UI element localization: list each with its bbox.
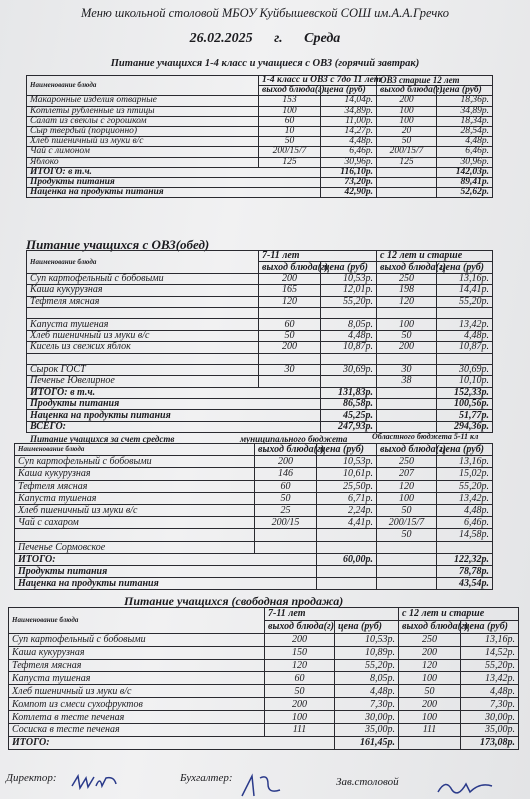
- total-label: ИТОГО:: [15, 553, 317, 565]
- portion-weight: 120: [265, 659, 335, 672]
- table-row: [27, 376, 493, 387]
- col-out-header: выход блюда(г): [377, 86, 437, 96]
- portion-weight: 200/15/7: [377, 147, 437, 157]
- dish-price: 10,61р.: [317, 468, 377, 480]
- portion-weight: 60: [259, 116, 321, 126]
- total-row: [15, 565, 493, 577]
- dish-price: 6,46р.: [321, 147, 377, 157]
- portion-weight: 120: [399, 659, 461, 672]
- blank-cell: [377, 578, 437, 590]
- col-out-header: выход блюда(г): [255, 444, 317, 456]
- total-label: Наценка на продукты питания: [15, 578, 317, 590]
- dish-name: Хлеб пшеничный из муки в/с: [15, 504, 255, 516]
- dish-price: 4,48р.: [321, 137, 377, 147]
- dish-name: Котлеты рубленные из птицы: [27, 106, 259, 116]
- total-price: 116,10р.: [321, 167, 377, 177]
- col-name-header: Наименование блюда: [9, 608, 265, 634]
- col-out-header: выход блюда(г): [265, 620, 335, 633]
- portion-weight: 100: [377, 116, 437, 126]
- col-out-header: выход блюда(г): [259, 262, 321, 273]
- dish-price: 30,96р.: [321, 157, 377, 167]
- dish-price: 25,50р.: [317, 480, 377, 492]
- portion-weight: 38: [377, 376, 437, 387]
- dish-price: 55,20р.: [461, 659, 519, 672]
- total-price: 131,83р.: [321, 387, 377, 398]
- total-price: 60,00р.: [317, 553, 377, 565]
- col-price-header: цена (руб): [461, 620, 519, 633]
- portion-weight: 120: [377, 296, 437, 307]
- dish-name: Макаронные изделия отварные: [27, 96, 259, 106]
- sale-section-title: Питание учащихся (свободная продажа): [124, 594, 344, 608]
- blank-cell: [377, 399, 437, 410]
- dish-price: 15,02р.: [437, 468, 493, 480]
- table-row: [27, 285, 493, 296]
- total-price: 42,90р.: [321, 188, 377, 198]
- dish-price: 10,87р.: [321, 342, 377, 353]
- total-label: ИТОГО:: [9, 736, 335, 749]
- table-row: [15, 480, 493, 492]
- portion-weight: 100: [377, 319, 437, 330]
- dish-price: 13,42р.: [437, 492, 493, 504]
- table-row: [27, 157, 493, 167]
- blank-cell: [377, 188, 437, 198]
- director-label: Директор:: [6, 772, 57, 784]
- blank-cell: [377, 553, 437, 565]
- dish-price: 13,42р.: [437, 319, 493, 330]
- portion-weight: 250: [377, 273, 437, 284]
- dish-price: 6,46р.: [437, 517, 493, 529]
- portion-weight: 153: [259, 96, 321, 106]
- portion-weight: 50: [377, 529, 437, 541]
- portion-weight: 60: [255, 480, 317, 492]
- portion-weight: 200: [259, 273, 321, 284]
- dish-price: 4,48р.: [321, 330, 377, 341]
- dish-name: Яблоко: [27, 157, 259, 167]
- portion-weight: 200: [377, 342, 437, 353]
- col-price-header: цена (руб): [437, 86, 493, 96]
- table-row: [15, 504, 493, 516]
- portion-weight: 200: [259, 342, 321, 353]
- portion-weight: 200/15/7: [259, 147, 321, 157]
- table-row: [27, 364, 493, 375]
- dish-price: 35,00р.: [461, 724, 519, 737]
- dish-price: [317, 541, 377, 553]
- dish-name: Сосиска в тесте печеная: [9, 724, 265, 737]
- portion-weight: 50: [259, 137, 321, 147]
- accountant-signature: [238, 772, 288, 798]
- dish-price: 10,53р.: [321, 273, 377, 284]
- portion-weight: 60: [259, 319, 321, 330]
- group-b-header: с 12 лет и старше: [399, 608, 519, 621]
- total-price: 43,54р.: [437, 578, 493, 590]
- total-row: [15, 578, 493, 590]
- portion-weight: 100: [399, 672, 461, 685]
- dish-name: Суп картофельный с бобовыми: [9, 633, 265, 646]
- portion-weight: 165: [259, 285, 321, 296]
- portion-weight: 146: [255, 468, 317, 480]
- menu-date: 26.02.2025 г.: [189, 31, 283, 46]
- col-name-header: Наименование блюда: [27, 76, 259, 96]
- dish-price: 10,10р.: [437, 376, 493, 387]
- portion-weight: 120: [377, 480, 437, 492]
- director-signature: [70, 772, 120, 794]
- dish-price: 12,01р.: [321, 285, 377, 296]
- total-price: 152,33р.: [437, 387, 493, 398]
- dish-price: 11,00р.: [321, 116, 377, 126]
- dish-price: 30,69р.: [437, 364, 493, 375]
- portion-weight: [259, 307, 321, 318]
- portion-weight: 10: [259, 126, 321, 136]
- group-a-header: 1-4 класс и ОВЗ с 7до 11 лет: [259, 76, 377, 86]
- portion-weight: 30: [377, 364, 437, 375]
- col-price-header: цена (руб): [321, 86, 377, 96]
- blank-cell: [377, 387, 437, 398]
- dish-price: [321, 353, 377, 364]
- portion-weight: 200: [255, 456, 317, 468]
- total-row: [27, 188, 493, 198]
- dish-price: 4,41р.: [317, 517, 377, 529]
- col-price-header: цена (руб): [321, 262, 377, 273]
- total-price: 122,32р.: [437, 553, 493, 565]
- dish-price: 4,48р.: [437, 504, 493, 516]
- portion-weight: 100: [265, 711, 335, 724]
- dish-price: 14,52р.: [461, 646, 519, 659]
- table-row: [15, 492, 493, 504]
- dish-price: 13,16р.: [461, 633, 519, 646]
- dish-price: 13,42р.: [461, 672, 519, 685]
- dish-name: [15, 529, 255, 541]
- portion-weight: [255, 541, 317, 553]
- table-row: [9, 672, 519, 685]
- table-row: [27, 353, 493, 364]
- dish-name: [27, 307, 259, 318]
- table-row: [15, 468, 493, 480]
- dish-price: [437, 541, 493, 553]
- portion-weight: 100: [259, 106, 321, 116]
- dish-price: 14,04р.: [321, 96, 377, 106]
- portion-weight: 200: [399, 646, 461, 659]
- portion-weight: 120: [259, 296, 321, 307]
- dish-price: 55,20р.: [437, 296, 493, 307]
- portion-weight: 50: [399, 685, 461, 698]
- table-row: [15, 456, 493, 468]
- dish-price: 7,30р.: [335, 698, 399, 711]
- dish-name: Капуста тушеная: [27, 319, 259, 330]
- portion-weight: 111: [399, 724, 461, 737]
- col-name-header: Наименование блюда: [15, 444, 255, 456]
- portion-weight: 200/15/7: [377, 517, 437, 529]
- col-out-header: выход блюда(г): [259, 86, 321, 96]
- dish-price: 2,24р.: [317, 504, 377, 516]
- portion-weight: 200: [265, 698, 335, 711]
- dish-name: Компот из смеси сухофруктов: [9, 698, 265, 711]
- menu-weekday: Среда: [304, 31, 341, 46]
- dish-name: Каша кукурузная: [9, 646, 265, 659]
- table-row: [9, 646, 519, 659]
- manager-signature: [436, 776, 496, 798]
- dish-price: 55,20р.: [321, 296, 377, 307]
- portion-weight: 111: [265, 724, 335, 737]
- dish-price: 6,46р.: [437, 147, 493, 157]
- total-label: Наценка на продукты питания: [27, 188, 321, 198]
- total-price: 173,08р.: [461, 736, 519, 749]
- dish-price: 55,20р.: [437, 480, 493, 492]
- dish-name: Суп картофельный с бобовыми: [15, 456, 255, 468]
- dish-price: 10,89р.: [335, 646, 399, 659]
- table-row: [27, 342, 493, 353]
- table-row: [27, 296, 493, 307]
- total-price: 73,20р.: [321, 177, 377, 187]
- portion-weight: 25: [255, 504, 317, 516]
- breakfast-table: [26, 75, 493, 198]
- dish-price: [321, 376, 377, 387]
- portion-weight: 100: [377, 106, 437, 116]
- dish-name: Каша кукурузная: [27, 285, 259, 296]
- table-row: [27, 330, 493, 341]
- dish-price: 13,16р.: [437, 456, 493, 468]
- portion-weight: 250: [377, 456, 437, 468]
- budget-table: [14, 443, 493, 590]
- dish-name: Тефтеля мясная: [15, 480, 255, 492]
- portion-weight: [377, 353, 437, 364]
- dish-price: 13,16р.: [437, 273, 493, 284]
- dish-name: Капуста тушеная: [15, 492, 255, 504]
- table-row: [27, 273, 493, 284]
- portion-weight: [377, 307, 437, 318]
- dish-price: 34,89р.: [321, 106, 377, 116]
- total-label: ИТОГО: в т.ч.: [27, 387, 321, 398]
- total-price: 78,78р.: [437, 565, 493, 577]
- dish-price: 7,30р.: [461, 698, 519, 711]
- dish-price: 55,20р.: [335, 659, 399, 672]
- table-row: [27, 96, 493, 106]
- blank-cell: [377, 167, 437, 177]
- dish-name: Чай с сахаром: [15, 517, 255, 529]
- table-row: [9, 659, 519, 672]
- table-row: [27, 106, 493, 116]
- dish-price: 8,05р.: [321, 319, 377, 330]
- total-row: [27, 387, 493, 398]
- table-row: [27, 319, 493, 330]
- blank-cell: [377, 177, 437, 187]
- dish-name: Хлеб пшеничный из муки в/с: [27, 137, 259, 147]
- total-label: Продукты питания: [15, 565, 317, 577]
- school-title: Меню школьной столовой МБОУ Куйбышевской СОШ им.А.А.Гречко: [81, 6, 449, 20]
- dish-price: 34,89р.: [437, 106, 493, 116]
- col-price-header: цена (руб): [317, 444, 377, 456]
- total-price: [317, 565, 377, 577]
- dish-price: 10,87р.: [437, 342, 493, 353]
- total-label: Продукты питания: [27, 399, 321, 410]
- portion-weight: [377, 541, 437, 553]
- total-price: [317, 578, 377, 590]
- dish-price: 14,27р.: [321, 126, 377, 136]
- portion-weight: 250: [399, 633, 461, 646]
- table-row: [27, 137, 493, 147]
- dish-name: Тефтеля мясная: [9, 659, 265, 672]
- dish-price: 6,71р.: [317, 492, 377, 504]
- portion-weight: 207: [377, 468, 437, 480]
- portion-weight: 198: [377, 285, 437, 296]
- date-line: [0, 31, 530, 47]
- budget-title-a: Питание учащихся за счет средств: [30, 434, 175, 444]
- total-label: Наценка на продукты питания: [27, 410, 321, 421]
- breakfast-section-title: Питание учащихся 1-4 класс и учащиеся с ОВЗ (горячий завтрак): [110, 58, 420, 69]
- col-out-header: выход блюда(г): [377, 262, 437, 273]
- portion-weight: 20: [377, 126, 437, 136]
- dish-name: Сырок ГОСТ: [27, 364, 259, 375]
- dish-name: Печенье Сормовское: [15, 541, 255, 553]
- lunch-table: [26, 250, 493, 433]
- table-row: [27, 147, 493, 157]
- portion-weight: 50: [265, 685, 335, 698]
- total-row: [27, 167, 493, 177]
- col-price-header: цена (руб): [335, 620, 399, 633]
- dish-price: 14,58р.: [437, 529, 493, 541]
- accountant-label: Бухгалтер:: [180, 772, 233, 784]
- dish-name: Кисель из свежих яблок: [27, 342, 259, 353]
- dish-price: 28,54р.: [437, 126, 493, 136]
- dish-price: [321, 307, 377, 318]
- total-label: ВСЕГО:: [27, 421, 321, 432]
- total-price: 51,77р.: [437, 410, 493, 421]
- dish-price: 18,36р.: [437, 96, 493, 106]
- total-price: 142,03р.: [437, 167, 493, 177]
- total-price: 52,62р.: [437, 188, 493, 198]
- portion-weight: 100: [399, 711, 461, 724]
- dish-name: Капуста тушеная: [9, 672, 265, 685]
- portion-weight: 150: [265, 646, 335, 659]
- dish-price: 10,53р.: [335, 633, 399, 646]
- total-price: 86,58р.: [321, 399, 377, 410]
- portion-weight: 50: [377, 137, 437, 147]
- dish-price: 4,48р.: [437, 330, 493, 341]
- dish-price: [437, 353, 493, 364]
- table-row: [9, 685, 519, 698]
- dish-price: 18,34р.: [437, 116, 493, 126]
- total-price: 89,41р.: [437, 177, 493, 187]
- total-row: [15, 553, 493, 565]
- total-row: [9, 736, 519, 749]
- dish-name: Хлеб пшеничный из муки в/с: [27, 330, 259, 341]
- col-price-header: цена (руб): [437, 444, 493, 456]
- portion-weight: 50: [255, 492, 317, 504]
- portion-weight: 125: [259, 157, 321, 167]
- table-row: [9, 724, 519, 737]
- dish-price: 30,00р.: [461, 711, 519, 724]
- portion-weight: 200/15: [255, 517, 317, 529]
- table-row: [15, 541, 493, 553]
- portion-weight: [259, 376, 321, 387]
- dish-price: [437, 307, 493, 318]
- dish-name: Каша кукурузная: [15, 468, 255, 480]
- portion-weight: 125: [377, 157, 437, 167]
- dish-name: Салат из свеклы с горошком: [27, 116, 259, 126]
- portion-weight: 60: [265, 672, 335, 685]
- dish-name: Суп картофельный с бобовыми: [27, 273, 259, 284]
- total-row: [27, 399, 493, 410]
- group-a-header: 7-11 лет: [265, 608, 399, 621]
- dish-name: Тефтеля мясная: [27, 296, 259, 307]
- dish-price: 35,00р.: [335, 724, 399, 737]
- total-price: 294,36р.: [437, 421, 493, 432]
- group-b-header: ОВЗ старше 12 лет: [377, 76, 493, 86]
- dish-price: 4,48р.: [437, 137, 493, 147]
- portion-weight: 50: [377, 504, 437, 516]
- portion-weight: 50: [377, 330, 437, 341]
- dish-name: Печенье Ювелирное: [27, 376, 259, 387]
- table-row: [27, 116, 493, 126]
- blank-cell: [377, 565, 437, 577]
- dish-price: 30,69р.: [321, 364, 377, 375]
- manager-label: Зав.столовой: [336, 776, 399, 788]
- table-row: [15, 517, 493, 529]
- total-label: Продукты питания: [27, 177, 321, 187]
- dish-name: Хлеб пшеничный из муки в/с: [9, 685, 265, 698]
- col-name-header: Наименование блюда: [27, 251, 259, 274]
- col-out-header: выход блюда(г): [377, 444, 437, 456]
- dish-price: 4,48р.: [335, 685, 399, 698]
- dish-price: 14,41р.: [437, 285, 493, 296]
- portion-weight: 100: [377, 492, 437, 504]
- table-row: [9, 698, 519, 711]
- portion-weight: 50: [259, 330, 321, 341]
- col-price-header: цена (руб): [437, 262, 493, 273]
- lunch-section-title: Питание учащихся с ОВЗ(обед): [26, 237, 210, 252]
- total-price: 161,45р.: [335, 736, 399, 749]
- total-row: [27, 410, 493, 421]
- table-row: [27, 307, 493, 318]
- blank-cell: [399, 736, 461, 749]
- portion-weight: 200: [265, 633, 335, 646]
- portion-weight: 30: [259, 364, 321, 375]
- portion-weight: [255, 529, 317, 541]
- blank-cell: [377, 410, 437, 421]
- dish-name: [27, 353, 259, 364]
- dish-price: [317, 529, 377, 541]
- dish-name: Сыр твердый (порционно): [27, 126, 259, 136]
- table-row: [15, 529, 493, 541]
- col-out-header: выход блюда(г): [399, 620, 461, 633]
- table-row: [9, 711, 519, 724]
- dish-price: 30,00р.: [335, 711, 399, 724]
- budget-title-c: Областного бюджета 5-11 кл: [372, 432, 479, 441]
- dish-price: 10,53р.: [317, 456, 377, 468]
- total-label: ИТОГО: в т.ч.: [27, 167, 321, 177]
- total-price: 100,56р.: [437, 399, 493, 410]
- total-price: 45,25р.: [321, 410, 377, 421]
- total-price: 247,93р.: [321, 421, 377, 432]
- group-a-header: 7-11 лет: [259, 251, 377, 262]
- table-row: [9, 633, 519, 646]
- portion-weight: [259, 353, 321, 364]
- portion-weight: 200: [399, 698, 461, 711]
- sale-table: [8, 607, 519, 750]
- group-b-header: с 12 лет и старше: [377, 251, 493, 262]
- budget-title-b: муниципального бюджета: [240, 434, 348, 444]
- dish-price: 30,96р.: [437, 157, 493, 167]
- dish-price: 4,48р.: [461, 685, 519, 698]
- dish-name: Котлета в тесте печеная: [9, 711, 265, 724]
- dish-price: 8,05р.: [335, 672, 399, 685]
- portion-weight: 200: [377, 96, 437, 106]
- dish-name: Чай с лимоном: [27, 147, 259, 157]
